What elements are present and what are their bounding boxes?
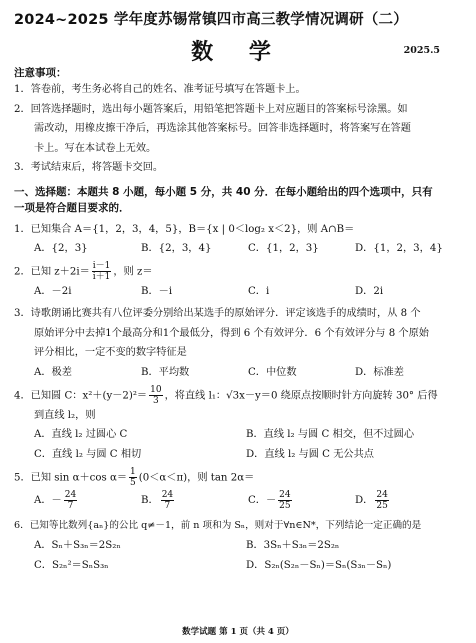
q3-stem-1: 3．诗歌朗诵比赛共有八位评委分别给出某选手的原始评分．评定该选手的成绩时，从 8 个 [14, 308, 421, 319]
q4-options-row1 [14, 425, 462, 445]
q3-options [14, 363, 462, 383]
notice-2b: 需改动，用橡皮擦干净后，再选涂其他答案标号。回答非选择题时，将答案写在答题 [34, 123, 411, 134]
q5-option-b [141, 488, 248, 514]
q4-option-b: B．直线 l₂ 与圆 C 相交，但不过圆心 [246, 429, 415, 440]
q5-den: 5 [130, 478, 136, 488]
q1-option-a: A．{2，3} [34, 243, 88, 254]
q1-stem: 1．已知集合 A＝{1，2，3，4，5}，B＝{x | 0＜log₂ x＜2}，则 A∩B＝ [14, 223, 355, 235]
q5-option-b-label: B． [141, 495, 159, 506]
q2-num: i－1 [92, 261, 111, 271]
q1-options [14, 239, 462, 259]
q5-option-a-den: 7 [67, 500, 74, 511]
q6-stem: 6．已知等比数列{aₙ}的公比 q≠－1，前 n 项和为 Sₙ，则对于∀n∈N*，下列结论一定正确的是 [14, 520, 422, 531]
q4-fraction [149, 385, 162, 406]
q5-option-d-den: 25 [376, 500, 388, 511]
q5-option-a-label: A．－ [34, 495, 62, 506]
q5-option-a [34, 488, 141, 514]
q4-options-row2 [14, 445, 462, 465]
q3-option-b: B．平均数 [141, 366, 190, 378]
q5-stem-b: (0＜α＜π)，则 tan 2α＝ [138, 472, 255, 484]
section-1-heading: 一、选择题：本题共 8 小题，每小题 5 分，共 40 分．在每小题给出的四个选项中，只有 [14, 185, 433, 198]
q3-option-d: D．标准差 [355, 366, 404, 378]
q5-option-a-frac [64, 490, 77, 511]
q2-stem-a: 2．已知 z＋2i＝ [14, 266, 90, 278]
page-footer: 数学试题 第 1 页（共 4 页） [182, 627, 294, 637]
q5-stem-a: 5．已知 sin α＋cos α＝ [14, 472, 128, 484]
q4-num: 10 [150, 384, 162, 395]
q5-option-a-num: 24 [64, 489, 77, 500]
q2-options [14, 282, 462, 302]
q2-stem [14, 261, 462, 282]
q5-option-d-label: D． [355, 495, 374, 506]
q5-option-b-frac [161, 490, 174, 511]
q1-option-b: B．{2，3，4} [141, 243, 212, 254]
q2-option-d: D．2i [355, 286, 384, 297]
q1-option-c: C．{1，2，3} [248, 243, 319, 254]
exam-header: 2024~2025 学年度苏锡常镇四市高三教学情况调研（二） [14, 12, 408, 28]
q5-option-c-frac [278, 490, 291, 511]
q4-option-a: A．直线 l₂ 过圆心 C [34, 429, 128, 440]
q2-option-c: C．i [248, 286, 270, 297]
q5-fraction [129, 467, 137, 488]
section-1-heading-cont: 一项是符合题目要求的． [14, 201, 130, 214]
q2-stem-b: ，则 z＝ [113, 266, 153, 278]
q6-option-a: A．Sₙ＋S₃ₙ＝2S₂ₙ [34, 539, 121, 551]
q4-option-c: C．直线 l₂ 与圆 C 相切 [34, 449, 142, 460]
q6-option-d: D．S₂ₙ(S₂ₙ－Sₙ)＝Sₙ(S₃ₙ－Sₙ) [246, 559, 392, 571]
q5-option-c-den: 25 [279, 500, 291, 511]
q5-stem [14, 467, 462, 488]
q5-options [14, 488, 462, 514]
q1-option-d: D．{1，2，3，4} [355, 243, 443, 254]
q5-num: 1 [130, 467, 136, 477]
q3-stem-2: 原始评分中去掉1个最高分和1个最低分，得到 6 个有效评分．6 个有效评分与 8 个原始 [34, 327, 429, 339]
q4-stem-2: 到直线 l₂，则 [34, 409, 96, 421]
notice-2c: 卡上。写在本试卷上无效。 [34, 142, 157, 154]
q6-option-b: B．3Sₙ＋S₃ₙ＝2S₂ₙ [246, 539, 340, 551]
q5-option-d [355, 488, 462, 514]
q4-option-d: D．直线 l₂ 与圆 C 无公共点 [246, 449, 374, 460]
q3-option-c: C．中位数 [248, 366, 297, 378]
q2-den: i＋1 [92, 272, 111, 282]
notice-2a: 2．回答选择题时，选出每小题答案后，用铅笔把答题卡上对应题目的答案标号涂黑。如 [14, 103, 408, 115]
q5-option-c-num: 24 [279, 489, 291, 500]
q5-option-b-den: 7 [164, 500, 171, 511]
q2-option-b: B．－i [141, 286, 173, 297]
q4-stem [14, 385, 462, 406]
subject-title: 数 学 [191, 40, 285, 65]
q5-option-d-frac [375, 490, 388, 511]
q4-stem-a: 4．已知圆 C：x²＋(y－2)²＝ [14, 390, 148, 401]
q5-option-b-num: 24 [161, 489, 174, 500]
q2-fraction [92, 261, 112, 282]
exam-date: 2025.5 [403, 45, 440, 56]
q5-option-d-num: 24 [376, 489, 388, 500]
notice-1: 1．答卷前，考生务必将自己的姓名、准考证号填写在答题卡上。 [14, 84, 306, 95]
q6-options-row1 [14, 536, 462, 556]
title-line [14, 33, 462, 65]
q3-stem-3: 评分相比，一定不变的数字特征是 [34, 347, 187, 358]
q4-den: 3 [152, 395, 159, 406]
q4-stem-b: ，将直线 l₁：√3x－y＝0 绕原点按顺时针方向旋转 30° 后得 [164, 390, 438, 401]
q2-option-a: A．－2i [34, 286, 72, 297]
q5-option-c-label: C．－ [248, 495, 277, 506]
notice-3: 3．考试结束后，将答题卡交回。 [14, 162, 164, 173]
notice-title: 注意事项： [14, 67, 67, 79]
q5-option-c [248, 488, 355, 514]
q3-option-a: A．极差 [34, 366, 72, 378]
q6-options-row2 [14, 556, 462, 576]
q6-option-c: C．S₂ₙ²＝SₙS₃ₙ [34, 559, 109, 571]
